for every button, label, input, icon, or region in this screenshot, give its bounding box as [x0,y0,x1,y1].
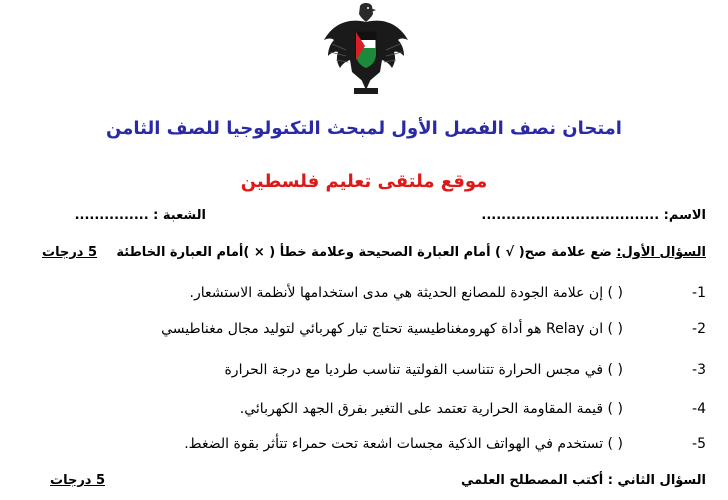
answer-blank: ( ) [607,285,623,301]
answer-blank: ( ) [607,362,623,378]
item-number: 1- [692,285,706,301]
item-number: 5- [692,436,706,452]
question1-label: السؤال الأول: [616,245,706,260]
answer-blank: ( ) [607,321,623,337]
list-item [161,321,706,337]
item-number: 4- [692,401,706,417]
answer-blank: ( ) [607,436,623,452]
item-text: في مجس الحرارة تتناسب الفولتية تناسب طرديا مع درجة الحرارة [224,362,604,378]
exam-title: امتحان نصف الفصل الأول لمبحث التكنولوجيا للصف الثامن [106,118,622,139]
item-text: قيمة المقاومة الحرارية تعتمد على التغير بفرق الجهد الكهربائي. [239,401,604,417]
item-number: 3- [692,362,706,378]
section-field: الشعبة : ............... [74,208,206,223]
item-text: ان Relay هو أداة كهرومغناطيسية تحتاج تيار كهربائي لتوليد مجال مغناطيسي [161,321,604,337]
question2-title: السؤال الثاني : أكتب المصطلح العلمي [461,473,706,488]
item-text: تستخدم في الهواتف الذكية مجسات اشعة تحت حمراء تتأثر بقوة الضغط. [184,436,604,452]
list-item [190,285,706,301]
question1-instructions: ضع علامة صح( √ ) أمام العبارة الصحيحة وعلامة خطأ ( × )أمام العبارة الخاطئة [116,245,617,260]
palestinian-eagle-emblem-icon [316,0,416,100]
list-item [184,436,706,452]
list-item [224,362,706,378]
site-subtitle: موقع ملتقى تعليم فلسطين [240,171,488,192]
answer-blank: ( ) [607,401,623,417]
question2-marks: 5 درجات [50,473,106,488]
item-number: 2- [692,321,706,337]
question1-marks: 5 درجات [42,245,98,260]
list-item [240,401,706,417]
name-field: الاسم: .................................... [481,208,706,223]
question1-title [116,245,706,260]
item-text: إن علامة الجودة للمصانع الحديثة هي مدى استخدامها لأنظمة الاستشعار. [189,285,604,301]
